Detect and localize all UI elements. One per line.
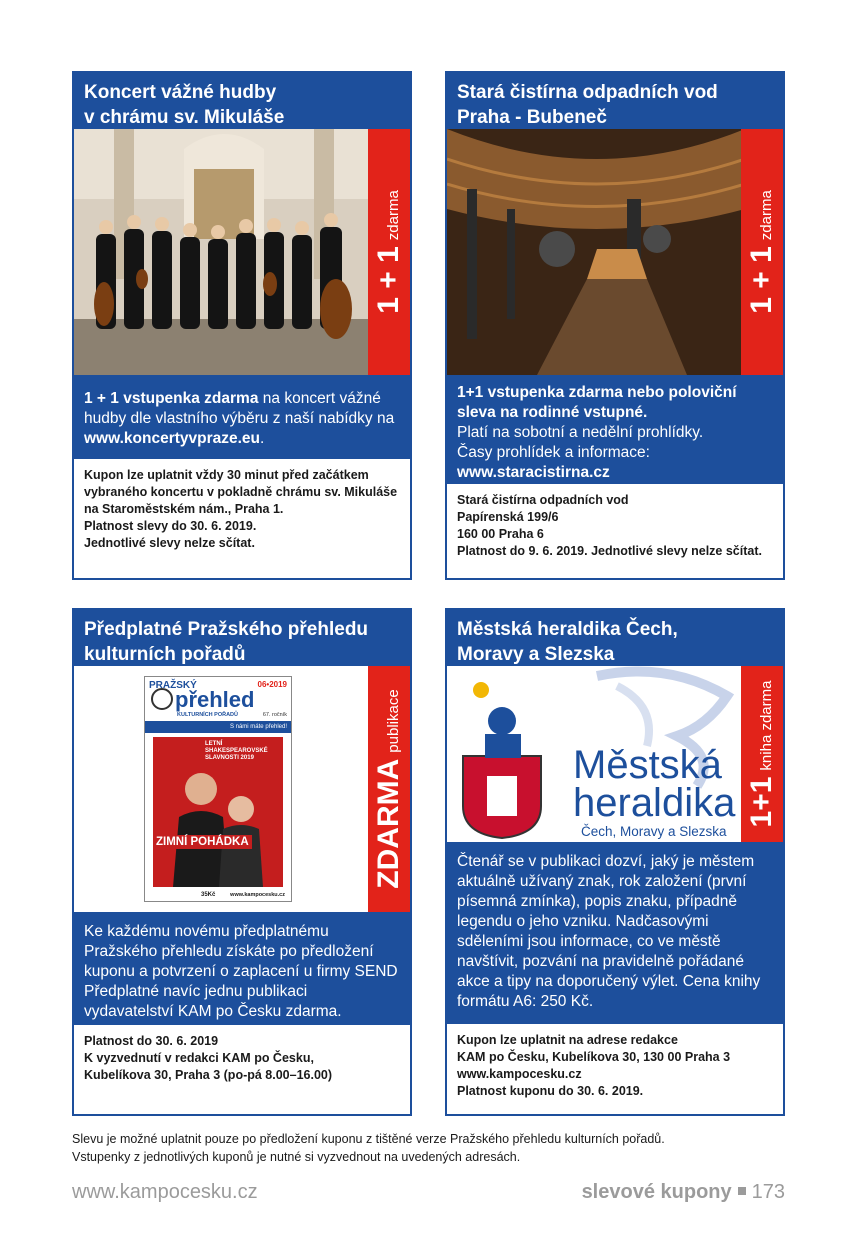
offer-highlight: 1 + 1 vstupenka zdarma: [84, 390, 259, 407]
badge-main: ZDARMA: [372, 758, 405, 889]
coupon-heraldry-book: [445, 608, 785, 1116]
terms-line: Stará čistírna odpadních vod: [457, 493, 629, 507]
badge-main: 1+1: [745, 776, 778, 828]
coupon-title: [447, 610, 783, 666]
coupon-title-line: Předplatné Pražského přehledu: [84, 619, 369, 640]
terms-line: 160 00 Praha 6: [457, 527, 544, 541]
magazine-title: přehled: [175, 687, 255, 712]
terms-line: KAM po Česku, Kubelíkova 30, 130 00 Praha 3: [457, 1050, 731, 1064]
book-subtitle: Čech, Moravy a Slezska: [581, 824, 727, 839]
badge-sub: kniha zdarma: [758, 680, 775, 771]
offer-link[interactable]: www.staracistirna.cz: [457, 464, 610, 481]
underground-tunnel-image: [447, 129, 745, 375]
coupon-subscription: [72, 608, 412, 1116]
coupon-offer: [447, 375, 783, 484]
page-footnote: [72, 1130, 665, 1166]
magazine-photo: [153, 737, 283, 887]
book-title-line: Městská: [573, 743, 722, 787]
coupon-title: [74, 73, 410, 129]
offer-highlight: 1+1 vstupenka zdarma nebo poloviční sleva na rodinné vstupné.: [457, 384, 737, 421]
coupon-offer: Ke každému novému předplatnému Pražského přehledu získáte po předložení kuponu a potvrzení o zaplacení u firmy SEND Předplatné navíc jednu publikaci vydavatelství KAM po Česku zdarma.: [74, 912, 410, 1025]
badge-main: 1 + 1: [745, 246, 778, 314]
church-orchestra-image: [74, 129, 372, 375]
coupon-title-line: Stará čistírna odpadních vod: [457, 82, 718, 103]
terms-line: Platnost do 30. 6. 2019: [84, 1034, 219, 1048]
coupon-title: [74, 610, 410, 666]
terms-line: Jednotlivé slevy nelze sčítat.: [84, 536, 255, 550]
badge-main: 1 + 1: [372, 246, 405, 314]
footnote-line: Slevu je možné uplatnit pouze po předložení kuponu z tištěné verze Pražského přehledu kulturních pořadů.: [72, 1132, 665, 1146]
book-title-line: heraldika: [573, 781, 736, 825]
terms-line: K vyzvednutí v redakci KAM po Česku,: [84, 1051, 314, 1065]
terms-line: Platnost kuponu do 30. 6. 2019.: [457, 1084, 644, 1098]
terms-line: na Staroměstském nám., Praha 1.: [84, 502, 284, 516]
magazine-cover-area: [74, 666, 410, 912]
badge-sub: zdarma: [758, 190, 775, 241]
globe-icon: [151, 688, 173, 710]
magazine-festival: LETNÍ SHAKESPEAROVSKÉ SLAVNOSTI 2019: [205, 741, 268, 761]
coupon-title-line: Městská heraldika Čech,: [457, 619, 678, 640]
coupon-concert: [72, 71, 412, 580]
terms-line: Platnost do 9. 6. 2019. Jednotlivé slevy nelze sčítat.: [457, 544, 762, 558]
coupon-badge: [368, 666, 410, 912]
footer-website[interactable]: www.kampocesku.cz: [72, 1181, 258, 1203]
coupon-title-line: Moravy a Slezska: [457, 644, 615, 665]
badge-sub: publikace: [385, 689, 402, 753]
magazine-year: 67. ročník: [262, 712, 287, 718]
page-number: 173: [751, 1181, 785, 1203]
magazine-url: www.kampocesku.cz: [230, 892, 285, 898]
magazine-headline: ZIMNÍ POHÁDKA: [153, 835, 252, 849]
coupon-offer: [74, 375, 410, 459]
offer-link[interactable]: www.koncertyvpraze.eu: [84, 430, 261, 447]
coupon-offer: Čtenář se v publikaci dozví, jaký je městem aktuálně užívaný znak, rok založení (první písemná zmínka), popis znaku, případně legendu o jeho vzniku. Nadčasovými sděleními jsou informace, co ve městě navštívit, pozvání na pravidelně pořádané akce a tipy na doporučený výlet. Cena knihy formátu A6: 250 Kč.: [447, 842, 783, 1024]
coupon-badge: [368, 129, 410, 375]
offer-text-end: .: [260, 430, 265, 447]
footer-section: [582, 1181, 785, 1204]
section-name: slevové kupony: [581, 1181, 732, 1203]
badge-sub: zdarma: [385, 190, 402, 241]
offer-text: Platí na sobotní a nedělní prohlídky.: [457, 424, 704, 441]
coupon-badge: [741, 666, 783, 842]
coupon-badge: [741, 129, 783, 375]
book-title: [573, 743, 736, 825]
magazine-subtitle: KULTURNÍCH POŘADŮ: [177, 712, 239, 718]
terms-line: Papírenská 199/6: [457, 510, 559, 524]
offer-text: na koncert vážné hudby dle vlastního výběru z naší nabídky na: [84, 390, 395, 427]
coupon-title-line: Koncert vážné hudby: [84, 82, 277, 103]
coupon-terms: [74, 459, 410, 560]
separator-square-icon: [738, 1187, 746, 1195]
offer-text: Časy prohlídek a informace:: [457, 444, 650, 461]
coupon-title-line: kulturních pořadů: [84, 644, 246, 665]
terms-line: Kupon lze uplatnit vždy 30 minut před začátkem: [84, 468, 369, 482]
coupon-terms: [447, 1024, 783, 1108]
coupon-terms: [447, 484, 783, 568]
coupon-title: [447, 73, 783, 129]
terms-line: Platnost slevy do 30. 6. 2019.: [84, 519, 257, 533]
terms-line: vybraného koncertu v pokladně chrámu sv. Mikuláše: [84, 485, 398, 499]
footnote-line: Vstupenky z jednotlivých kuponů je nutné si vyzvednout na uvedených adresách.: [72, 1150, 521, 1164]
concert-photo: [74, 129, 410, 375]
book-cover-area: [447, 666, 783, 842]
magazine-cover: [144, 676, 292, 902]
coupon-water-plant: [445, 71, 785, 580]
sewage-plant-photo: [447, 129, 783, 375]
coupon-terms: [74, 1025, 410, 1092]
magazine-issue: 06•2019: [257, 680, 287, 689]
terms-line: Kubelíkova 30, Praha 3 (po-pá 8.00–16.00): [84, 1068, 333, 1082]
terms-line: www.kampocesku.cz: [457, 1067, 582, 1081]
coupon-title-line: Praha - Bubeneč: [457, 107, 607, 128]
magazine-tagline: S námi máte přehled!: [145, 721, 291, 733]
magazine-price: 35Kč: [201, 892, 216, 898]
magazine-top-label: PRAŽSKÝ: [149, 680, 197, 691]
coupon-title-line: v chrámu sv. Mikuláše: [84, 107, 285, 128]
terms-line: Kupon lze uplatnit na adrese redakce: [457, 1033, 678, 1047]
